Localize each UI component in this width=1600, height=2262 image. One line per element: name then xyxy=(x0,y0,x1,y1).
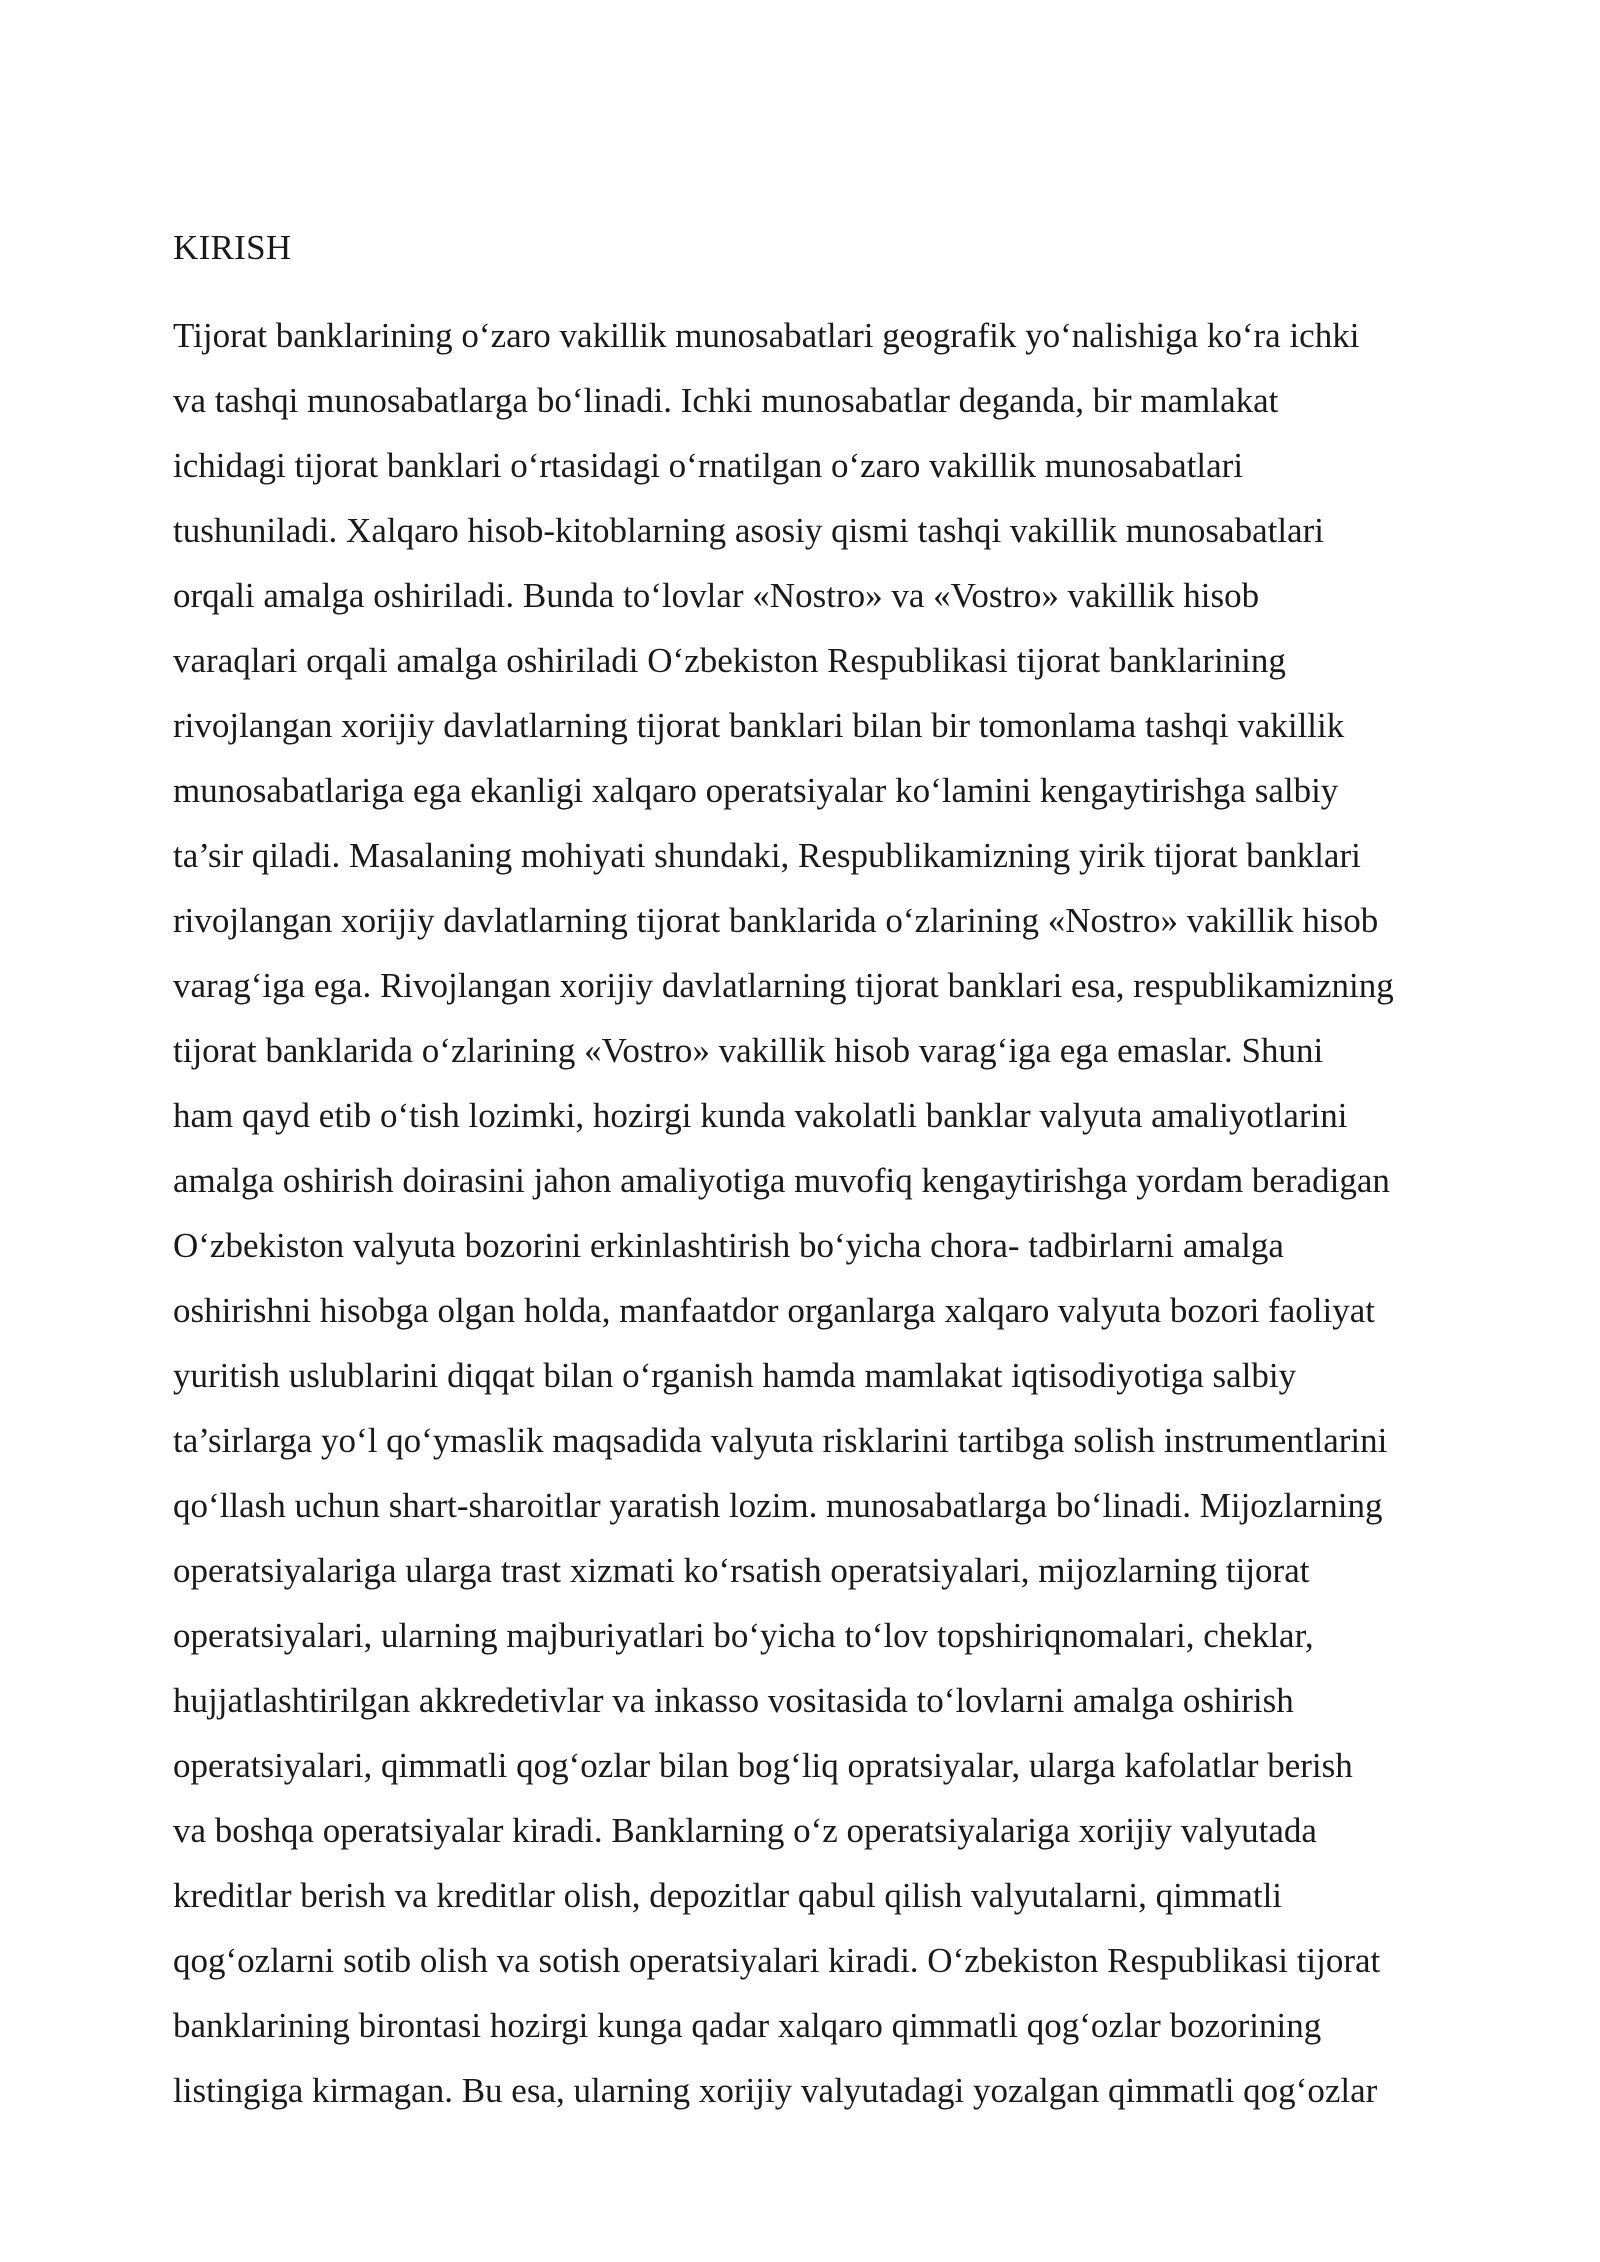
paragraph-line: rivojlangan xorijiy davlatlarning tijorat banklarida o‘zlarining «Nostro» vakillik hisob xyxy=(173,901,1379,940)
paragraph-line: va tashqi munosabatlarga bo‘linadi. Ichki munosabatlar deganda, bir mamlakat xyxy=(173,381,1279,420)
paragraph-line: qo‘llash uchun shart-sharoitlar yaratish lozim. munosabatlarga bo‘linadi. Mijozlarning xyxy=(173,1486,1383,1525)
paragraph-line: Tijorat banklarining o‘zaro vakillik munosabatlari geografik yo‘nalishiga ko‘ra ichki xyxy=(173,316,1360,355)
paragraph-line: munosabatlariga ega ekanligi xalqaro operatsiyalar ko‘lamini kengaytirishga salbiy xyxy=(173,771,1339,810)
paragraph-line: operatsiyalari, qimmatli qog‘ozlar bilan bog‘liq opratsiyalar, ularga kafolatlar berish xyxy=(173,1746,1353,1785)
body-paragraph xyxy=(173,312,1493,2132)
paragraph-line: varag‘iga ega. Rivojlangan xorijiy davlatlarning tijorat banklari esa, respublikamizning xyxy=(173,966,1394,1005)
paragraph-line: operatsiyalari, ularning majburiyatlari bo‘yicha to‘lov topshiriqnomalari, cheklar, xyxy=(173,1616,1314,1655)
paragraph-line: tushuniladi. Xalqaro hisob-kitoblarning asosiy qismi tashqi vakillik munosabatlari xyxy=(173,511,1324,550)
paragraph-line: ta’sir qiladi. Masalaning mohiyati shundaki, Respublikamizning yirik tijorat banklari xyxy=(173,836,1361,875)
paragraph-line: va boshqa operatsiyalar kiradi. Banklarning o‘z operatsiyalariga xorijiy valyutada xyxy=(173,1811,1317,1850)
paragraph-line: banklarining birontasi hozirgi kunga qadar xalqaro qimmatli qog‘ozlar bozorining xyxy=(173,2006,1322,2045)
paragraph-line: tijorat banklarida o‘zlarining «Vostro» vakillik hisob varag‘iga ega emaslar. Shuni xyxy=(173,1031,1324,1070)
paragraph-line: hujjatlashtirilgan akkredetivlar va inkasso vositasida to‘lovlarni amalga oshirish xyxy=(173,1681,1294,1720)
paragraph-line: oshirishni hisobga olgan holda, manfaatdor organlarga xalqaro valyuta bozori faoliyat xyxy=(173,1291,1375,1330)
paragraph-line: ham qayd etib o‘tish lozimki, hozirgi kunda vakolatli banklar valyuta amaliyotlarini xyxy=(173,1096,1348,1135)
paragraph-line: O‘zbekiston valyuta bozorini erkinlashtirish bo‘yicha chora- tadbirlarni amalga xyxy=(173,1226,1284,1265)
paragraph-line: orqali amalga oshiriladi. Bunda to‘lovlar «Nostro» va «Vostro» vakillik hisob xyxy=(173,576,1260,615)
paragraph-line: ta’sirlarga yo‘l qo‘ymaslik maqsadida valyuta risklarini tartibga solish instrumentlarini xyxy=(173,1421,1388,1460)
paragraph-line: yuritish uslublarini diqqat bilan o‘rganish hamda mamlakat iqtisodiyotiga salbiy xyxy=(173,1356,1297,1395)
paragraph-line: amalga oshirish doirasini jahon amaliyotiga muvofiq kengaytirishga yordam beradigan xyxy=(173,1161,1390,1200)
paragraph-line: listingiga kirmagan. Bu esa, ularning xorijiy valyutadagi yozalgan qimmatli qog‘ozlar xyxy=(173,2071,1378,2110)
document-heading: KIRISH xyxy=(173,228,292,267)
paragraph-line: operatsiyalariga ularga trast xizmati ko‘rsatish operatsiyalari, mijozlarning tijorat xyxy=(173,1551,1310,1590)
paragraph-line: qog‘ozlarni sotib olish va sotish operatsiyalari kiradi. O‘zbekiston Respublikasi tijorat xyxy=(173,1941,1381,1980)
paragraph-line: kreditlar berish va kreditlar olish, depozitlar qabul qilish valyutalarni, qimmatli xyxy=(173,1876,1283,1915)
paragraph-line: ichidagi tijorat banklari o‘rtasidagi o‘rnatilgan o‘zaro vakillik munosabatlari xyxy=(173,446,1244,485)
paragraph-line: varaqlari orqali amalga oshiriladi O‘zbekiston Respublikasi tijorat banklarining xyxy=(173,641,1286,680)
paragraph-line: rivojlangan xorijiy davlatlarning tijorat banklari bilan bir tomonlama tashqi vakillik xyxy=(173,706,1345,745)
